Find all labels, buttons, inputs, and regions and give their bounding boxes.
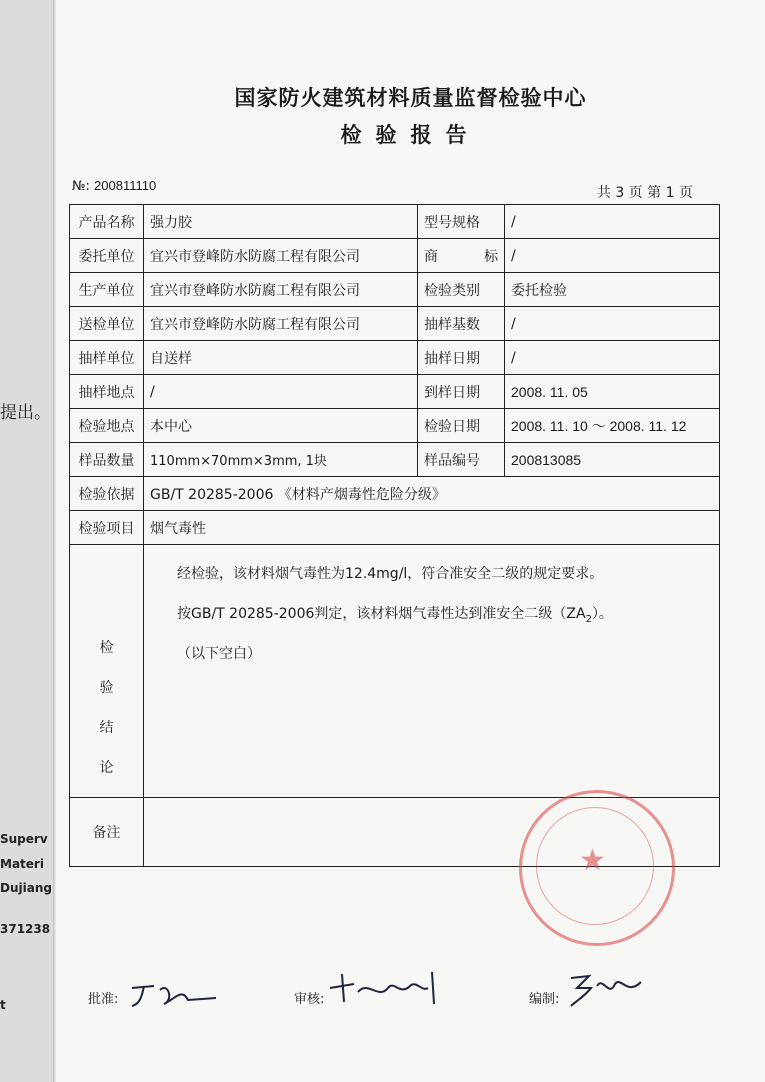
cell-label: 检验依据 <box>70 477 144 511</box>
cell-value: / <box>505 341 720 375</box>
cell-label: 送检单位 <box>70 307 144 341</box>
org-title: 国家防火建筑材料质量监督检验中心 <box>234 86 587 110</box>
cell-label: 抽样日期 <box>418 341 505 375</box>
cell-label: 检验类别 <box>418 273 505 307</box>
table-row <box>70 477 720 511</box>
review-label: 审核: <box>294 992 325 1007</box>
cell-label: 抽样基数 <box>418 307 505 341</box>
cell-label: 检验地点 <box>70 409 144 443</box>
table-row <box>70 307 720 341</box>
table-row <box>70 341 720 375</box>
prepare-label: 编制: <box>529 992 560 1007</box>
review-signature <box>324 966 444 1008</box>
cell-value: 自送样 <box>144 341 418 375</box>
cell-label: 备注 <box>70 798 144 867</box>
cell-label-trademark <box>418 239 505 273</box>
cell-value: 委托检验 <box>505 273 720 307</box>
report-page <box>56 0 765 1082</box>
cell-value: 烟气毒性 <box>144 511 720 545</box>
conclusion-line-2a: 按GB/T 20285-2006判定，该材料烟气毒性达到准安全二级（ZA <box>177 606 586 622</box>
margin-text-line: Materi <box>0 857 44 871</box>
margin-text-line: Dujiang <box>0 881 52 895</box>
cell-value: 本中心 <box>144 409 418 443</box>
cell-label: 型号规格 <box>418 205 505 239</box>
subscript: 2 <box>585 613 592 625</box>
table-row-conclusion <box>70 545 720 798</box>
review <box>294 988 324 1007</box>
conclusion-label <box>70 545 144 798</box>
table-row <box>70 443 720 477</box>
conclusion-line-2 <box>177 603 613 625</box>
cell-value: 宜兴市登峰防水防腐工程有限公司 <box>144 239 418 273</box>
label-char: 商 <box>424 248 438 265</box>
cell-value: GB/T 20285-2006 《材料产烟毒性危险分级》 <box>144 477 720 511</box>
cell-value: 2008. 11. 05 <box>505 375 720 409</box>
label-char: 论 <box>99 760 114 776</box>
conclusion-line-3: （以下空白） <box>177 646 261 662</box>
cell-label: 样品编号 <box>418 443 505 477</box>
previous-page-edge <box>0 0 56 1082</box>
table-row <box>70 239 720 273</box>
conclusion-line-2b: ）。 <box>591 606 613 622</box>
cell-value: 2008. 11. 10 ～ 2008. 11. 12 <box>505 409 720 443</box>
approve <box>88 988 118 1007</box>
report-number <box>72 178 156 194</box>
report-number-value: 200811110 <box>94 178 157 193</box>
approve-label: 批准: <box>88 992 119 1007</box>
table-row <box>70 511 720 545</box>
cell-value: / <box>505 307 720 341</box>
label-char: 结 <box>99 720 114 736</box>
official-stamp <box>519 790 675 946</box>
label-char: 标 <box>484 248 498 265</box>
prepare <box>529 988 559 1007</box>
cell-label: 样品数量 <box>70 443 144 477</box>
conclusion-line-1: 经检验，该材料烟气毒性为12.4mg/l，符合准安全二级的规定要求。 <box>177 566 604 582</box>
label-char: 检 <box>99 640 114 656</box>
table-row <box>70 409 720 443</box>
doc-title: 检验报告 <box>340 123 481 147</box>
prepare-signature <box>567 970 647 1010</box>
cell-label: 委托单位 <box>70 239 144 273</box>
margin-text-line: Superv <box>0 832 48 846</box>
cell-label: 到样日期 <box>418 375 505 409</box>
cell-label: 生产单位 <box>70 273 144 307</box>
table-row <box>70 375 720 409</box>
table-row <box>70 273 720 307</box>
margin-text-line: 371238 <box>0 922 51 936</box>
approve-signature <box>128 976 218 1010</box>
cell-value: 110mm×70mm×3mm, 1块 <box>144 443 418 477</box>
cell-label: 抽样单位 <box>70 341 144 375</box>
star-icon: ★ <box>579 843 606 878</box>
cell-label: 抽样地点 <box>70 375 144 409</box>
cell-value: / <box>505 205 720 239</box>
page-info: 共 3 页 第 1 页 <box>596 185 693 201</box>
cell-label: 产品名称 <box>70 205 144 239</box>
report-table <box>69 204 720 867</box>
label-char: 验 <box>99 680 114 696</box>
report-number-label: №: <box>72 179 90 194</box>
margin-text-line: t <box>0 998 6 1012</box>
conclusion-cell <box>144 545 720 798</box>
margin-text-char: 提出。 <box>0 403 51 423</box>
cell-value: 强力胶 <box>144 205 418 239</box>
cell-value: / <box>144 375 418 409</box>
cell-value: 宜兴市登峰防水防腐工程有限公司 <box>144 307 418 341</box>
cell-value: 200813085 <box>505 443 720 477</box>
cell-value: 宜兴市登峰防水防腐工程有限公司 <box>144 273 418 307</box>
cell-label: 检验项目 <box>70 511 144 545</box>
cell-label: 检验日期 <box>418 409 505 443</box>
table-row <box>70 205 720 239</box>
cell-value: / <box>505 239 720 273</box>
